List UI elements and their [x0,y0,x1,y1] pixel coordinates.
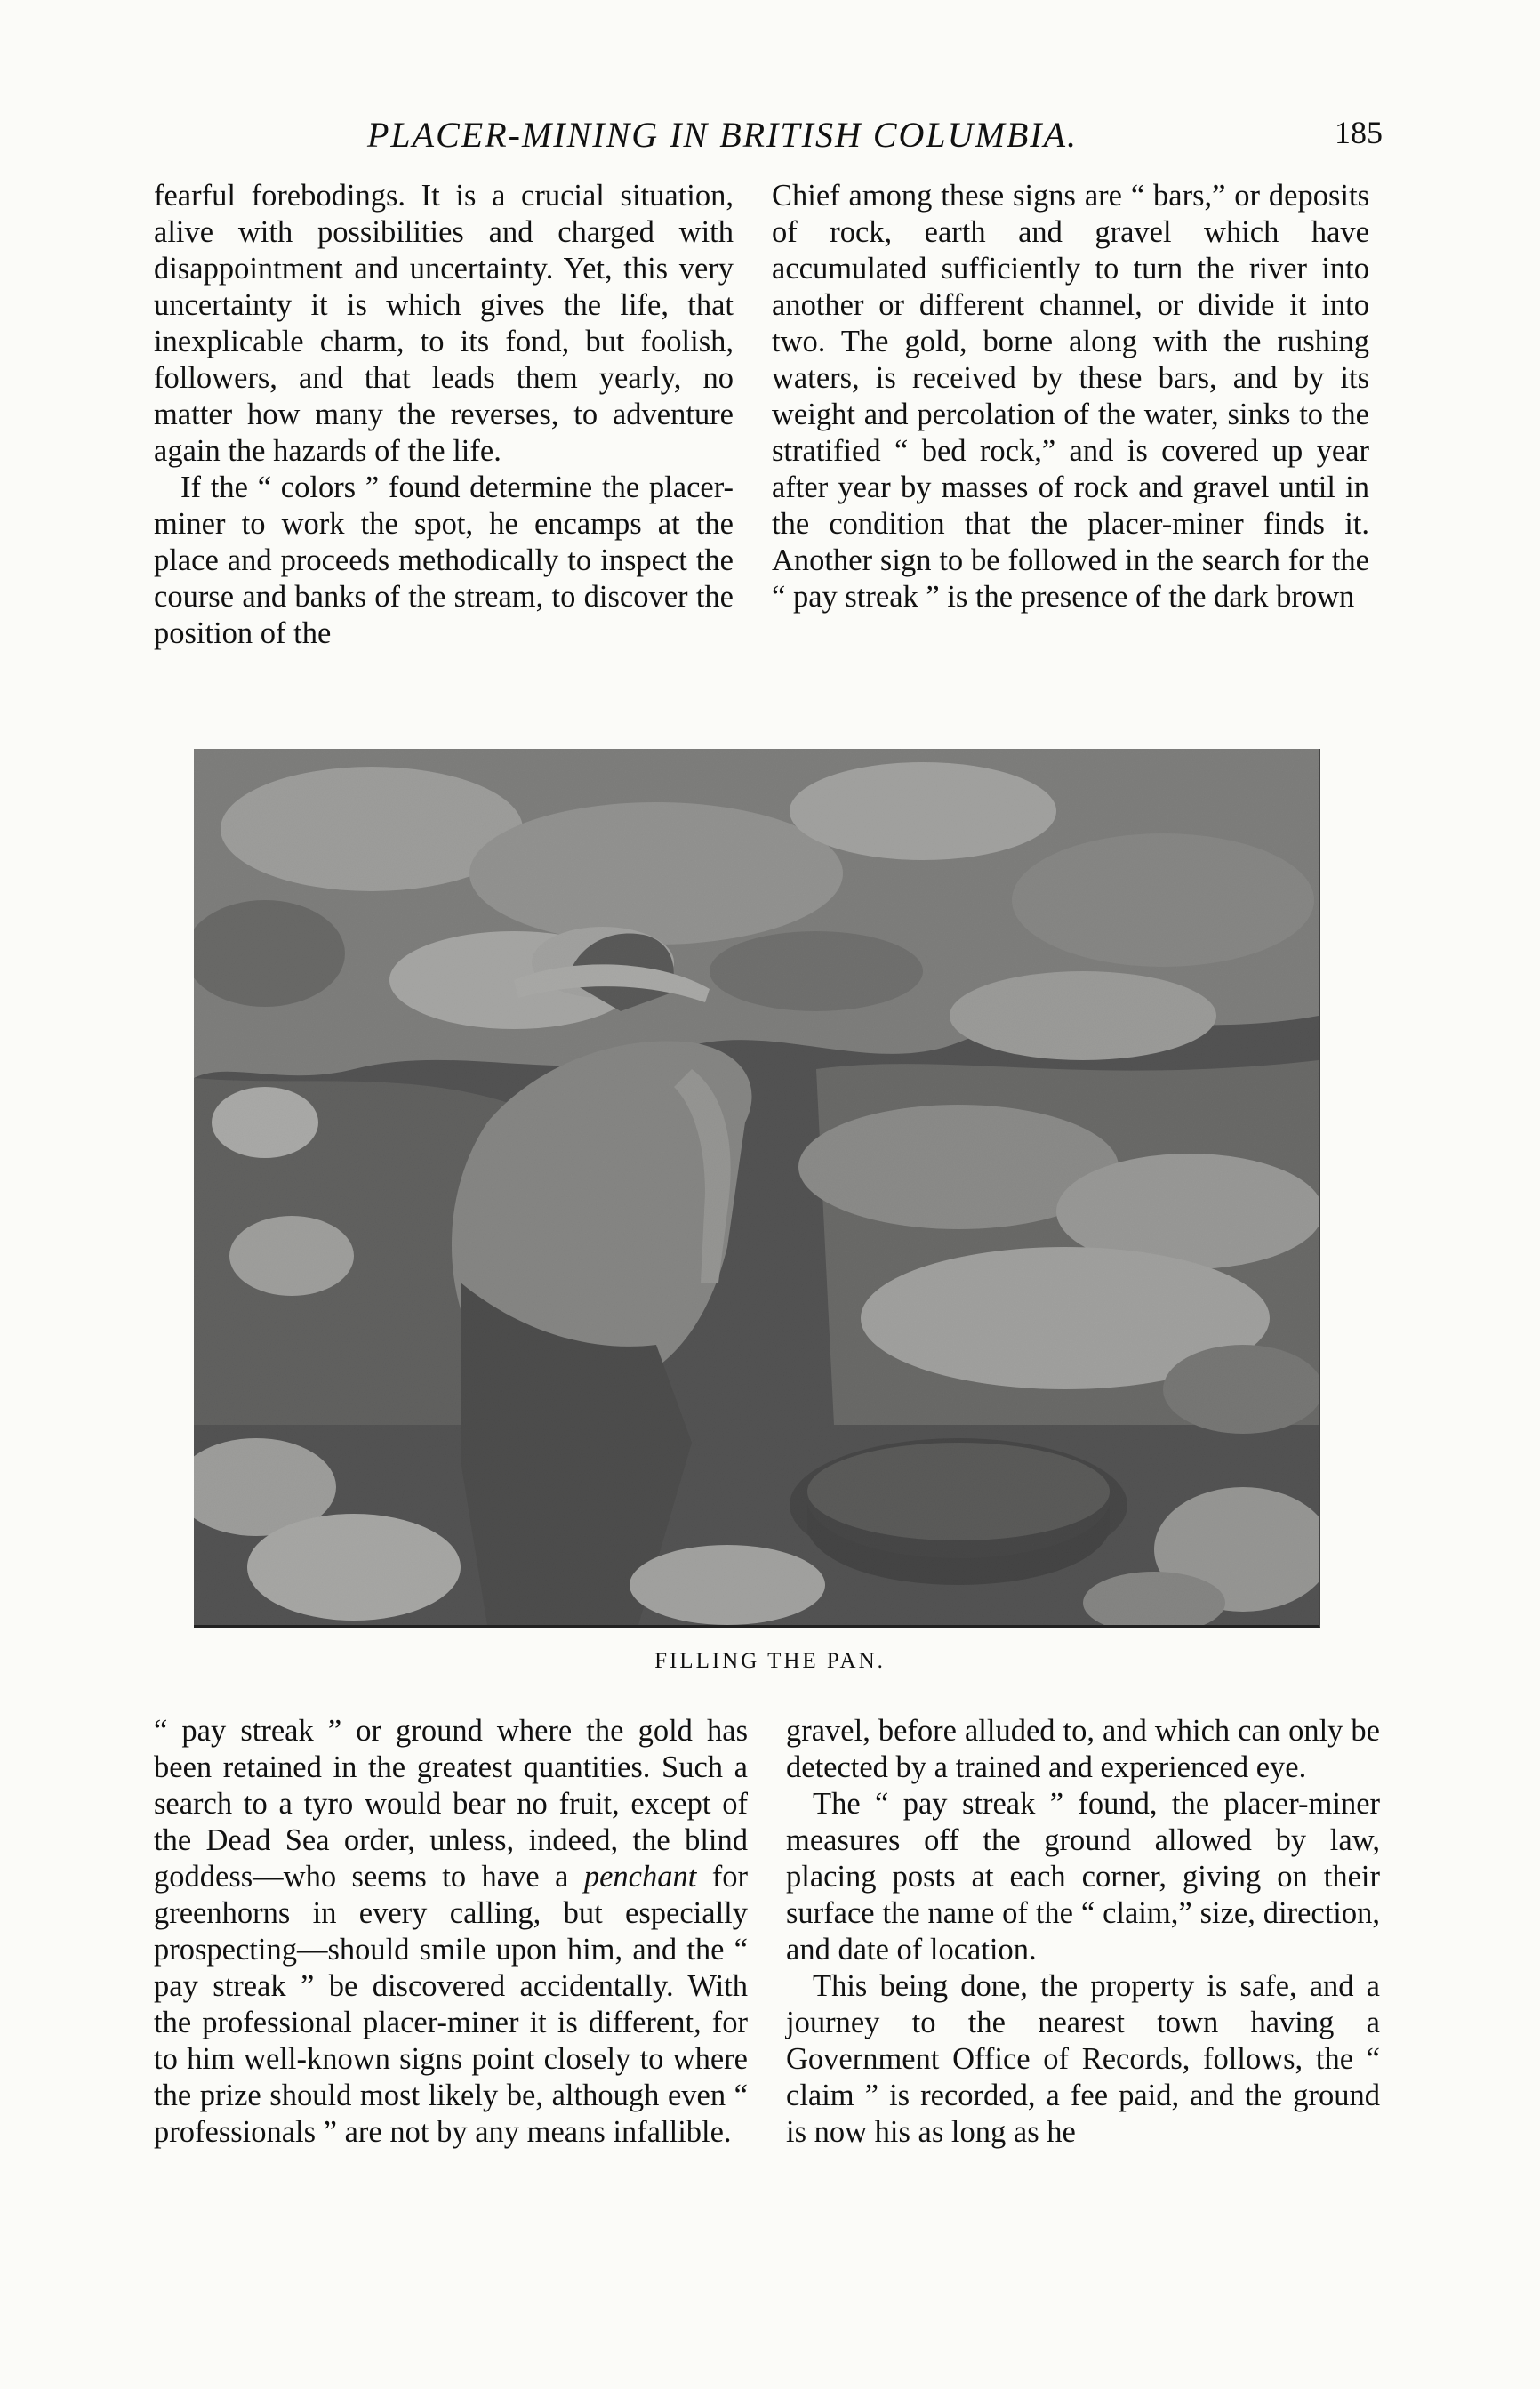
paragraph [154,1713,748,2151]
paragraph-text: for greenhorns in every calling, but especially prospecting—should smile upon him, and the “ pay streak ” be discovered accidentally. With the professional placer-miner it is different, for to him well-known signs point closely to where the prize should most likely be, although even “ professionals ” are not by any means infallible. [154,1860,748,2149]
column-bottom-left [154,1713,748,2151]
running-head: PLACER-MINING IN BRITISH COLUMBIA. [367,115,1079,155]
italic-word: penchant [583,1860,697,1894]
paragraph: This being done, the property is safe, and a journey to the nearest town having a Government Office of Records, follows, the “ claim ” is recorded, a fee paid, and the ground is now his as long as he [786,1969,1380,2149]
column-top-left [154,178,734,652]
paragraph: If the “ colors ” found determine the placer-miner to work the spot, he encamps at the place and proceeds methodically to inspect the course and banks of the stream, to discover the position of the [154,471,734,650]
page-header [154,109,1383,162]
column-bottom-right [786,1713,1380,2151]
paragraph: gravel, before alluded to, and which can only be detected by a trained and experienced eye. [786,1714,1380,1784]
paragraph-text: “ pay streak ” or ground where the gold has been retained in the greatest quantities. Such a search to a tyro would bear no fruit, except of the Dead Sea order, unless, indeed, the blind goddess—who seems to have a [154,1714,748,1894]
column-top-right [772,178,1369,615]
figure-caption: FILLING THE PAN. [654,1649,886,1673]
paragraph: The “ pay streak ” found, the placer-miner measures off the ground allowed by law, placing posts at each corner, giving on their surface the name of the “ claim,” size, direction, and date of location. [786,1787,1380,1967]
paragraph: Chief among these signs are “ bars,” or deposits of rock, earth and gravel which have accumulated sufficiently to turn the river into another or different channel, or divide it into two. The gold, borne along with the rushing waters, is received by these bars, and by its weight and percolation of the water, sinks to the stratified “ bed rock,” and is covered up year after year by masses of rock and gravel until in the condition that the placer-miner finds it. Another sign to be followed in the search for the “ pay streak ” is the presence of the dark brown [772,179,1369,614]
page-number: 185 [1335,115,1383,150]
photo-illustration [194,749,1319,1625]
paragraph: fearful forebodings. It is a crucial situation, alive with possibilities and charged with disappointment and uncertainty. Yet, this very uncertainty it is which gives the life, that inexplicable charm, to its fond, but foolish, followers, and that leads them yearly, no matter how many the reverses, to adventure again the hazards of the life. [154,179,734,468]
photograph-filling-the-pan [194,749,1320,1628]
